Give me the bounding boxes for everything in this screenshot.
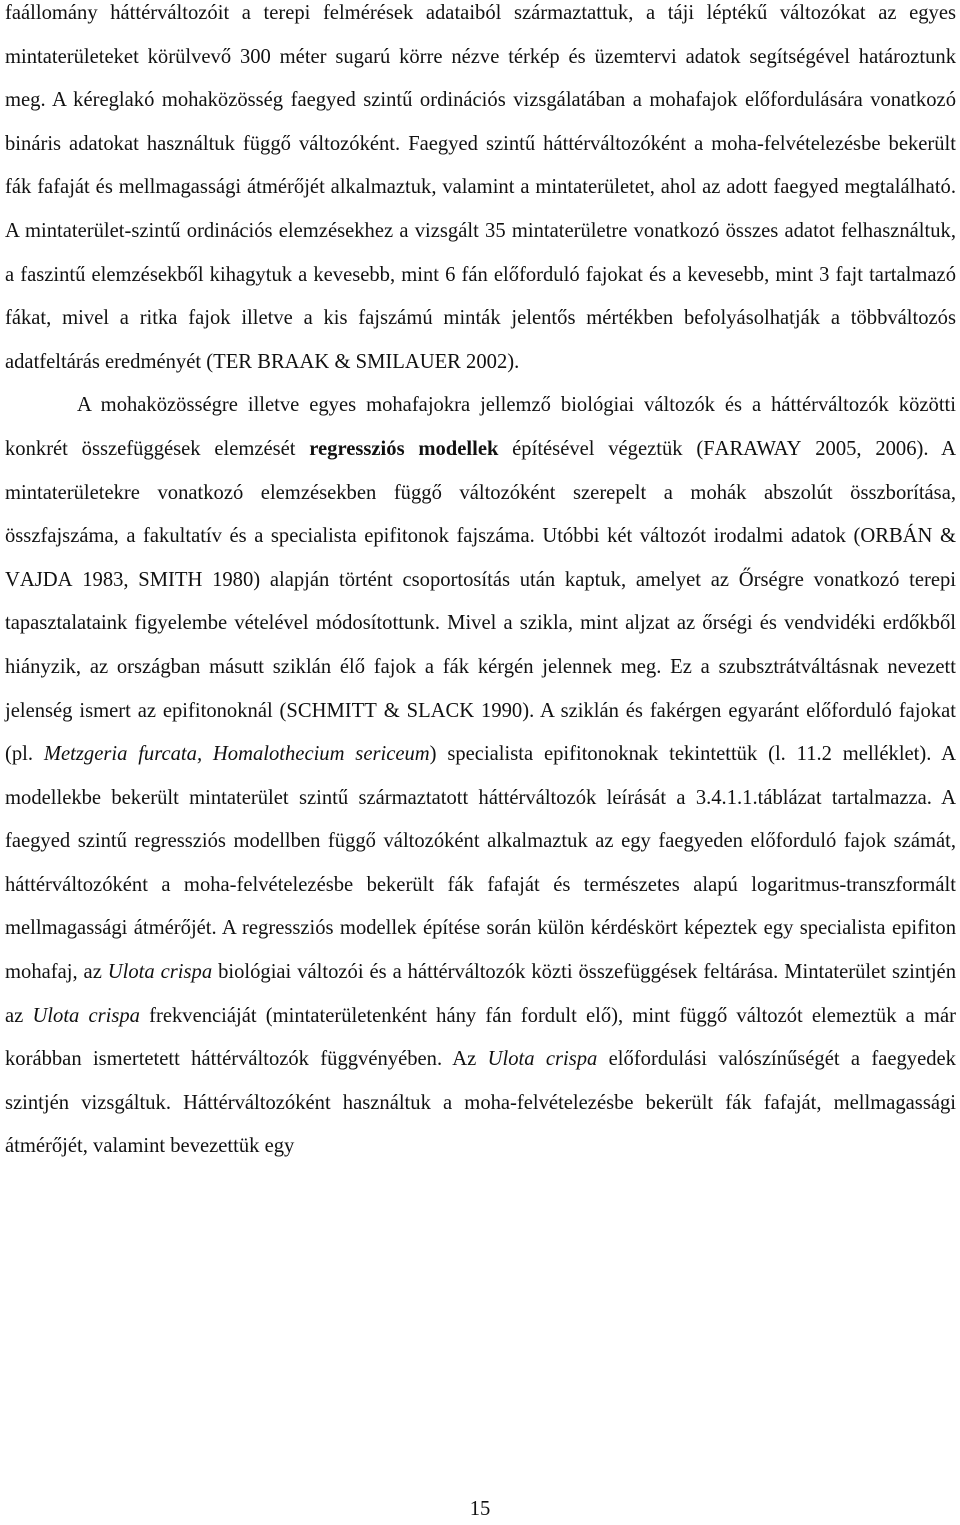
text-run: 2005, 2006). A mintaterületekre vonatkozó elemzésekben függő változóként szerepelt a mohák abszolút összborítása, összfajszáma, a fakultatív és a specialista epifitonok fajszáma. Utóbbi két változót irodalmi adatok ( — [5, 437, 956, 548]
text-run: faállomány háttérváltozóit a terepi felmérések adataiból származtattuk, a táji léptékű változókat az egyes mintaterületeket körülvevő 300 méter sugarú körre nézve térkép és üzemtervi adatok segítségével határoztunk meg. A kéreglakó mohaközösség faegyed szintű ordinációs vizsgálatában a mohafajok előfordulására vonatkozó bináris adatokat használtuk függő változóként. Faegyed szintű háttérváltozóként a moha-felvételezésbe bekerült fák fafaját és mellmagassági átmérőjét alkalmaztuk, valamint a mintaterületet, ahol az adott faegyed megtalálható. A mintaterület-szintű ordinációs elemzésekhez a vizsgált 35 mintaterületre vonatkozó összes adatot felhasználtuk, a faszintű elemzésekből kihagytuk a kevesebb, mint 6 fán előforduló fajokat és a kevesebb, mint 3 fajt tartalmazó fákat, mivel a ritka fajok illetve a kis fajszámú minták jelentős mértékben befolyásolhatják a többváltozós adatfeltárás eredményét ( — [5, 2, 956, 373]
author-name-smallcaps: CHMITT — [297, 699, 377, 722]
text-run: előfordulási valószínűségét a faegyedek szintjén vizsgáltuk. Háttérváltozóként használtuk a moha-felvételezésbe bekerült fák fafaját, mellmagassági átmérőjét, valamint bevezettük egy — [5, 1048, 956, 1158]
text-run: biológiai változói és a háttérváltozók közti összefüggések feltárása. Mintaterület szintjén az — [5, 961, 956, 1027]
author-name-smallcaps: RBÁN — [875, 525, 933, 548]
author-initial: B — [257, 350, 271, 373]
text-run: 2002). — [460, 350, 520, 373]
author-initial: S — [286, 699, 298, 722]
author-name-smallcaps: RAAK — [270, 350, 330, 373]
paragraph-1 — [5, 0, 956, 384]
author-initial: T — [213, 350, 226, 373]
author-initial: S — [355, 350, 368, 373]
species-name-italic: Ulota crispa — [487, 1048, 598, 1071]
author-initial: S — [138, 568, 150, 591]
text-run: & — [932, 525, 956, 548]
species-name-italic: Ulota crispa — [107, 961, 213, 984]
author-name-smallcaps: MILAUER — [367, 350, 461, 373]
author-name-smallcaps: ER — [225, 350, 253, 373]
text-run: & — [329, 350, 356, 373]
author-initial: V — [5, 568, 20, 591]
species-name-italic: Ulota crispa — [32, 1004, 140, 1027]
text-run: 1990). A sziklán és fakérgen egyaránt előforduló fajokat (pl. — [5, 699, 956, 766]
author-initial: O — [860, 525, 876, 548]
text-run: A mohaközösségre illetve egyes mohafajokra jellemző biológiai változók és a háttérváltozók közötti konkrét összefüggések elemzését — [5, 394, 956, 460]
author-name-smallcaps: LACK — [418, 699, 475, 722]
text-run: & — [376, 699, 407, 722]
text-run: frekvenciáját (mintaterületenként hány fán fordult elő), mint függő változót elemeztük a már korábban ismertetett háttérváltozók függvényében. Az — [5, 1004, 956, 1071]
species-name-italic: Metzgeria furcata, Homalothecium sericeum — [43, 743, 430, 766]
author-name-smallcaps: ARAWAY — [714, 437, 802, 460]
text-run: építésével végeztük ( — [498, 437, 704, 460]
text-run: 1980) alapján történt csoportosítás után kaptuk, amelyet az Őrségre vonatkozó terepi tapasztalataink figyelembe vételével módosítottunk. Mivel a szikla, mint aljzat az őrségi és vendvidéki erdőkből hiányzik, az országban másutt sziklán élő fajok a fák kérgén jelennek meg. Ez a szubsztrátváltásnak nevezett jelenség ismert az epifitonoknál ( — [5, 568, 956, 722]
author-initial: F — [703, 437, 715, 460]
document-page — [5, 0, 956, 1169]
text-run: ) specialista epifitonoknak tekintettük (l. 11.2 melléklet). A modellekbe bekerült mintaterület szintű származtatott háttérváltozók leírását a 3.4.1.1.táblázat tartalmazza. A faegyed szintű regressziós modellben függő változóként alkalmaztuk az egy faegyeden előforduló fajok számát, háttérváltozóként a moha-felvételezésbe bekerült fák fafaját és természetes alapú logaritmus-transzformált mellmagassági átmérőjét. A regressziós modellek építése során külön kérdéskört képeztek egy specialista epifiton mohafaj, az — [5, 743, 956, 984]
text-run: 1983, — [72, 568, 139, 591]
author-initial: S — [406, 699, 419, 722]
author-name-smallcaps: MITH — [149, 568, 203, 591]
author-name-smallcaps: AJDA — [19, 568, 73, 591]
bold-term: regressziós modellek — [309, 437, 499, 460]
paragraph-2 — [5, 384, 956, 1169]
page-number: 15 — [469, 1498, 491, 1520]
